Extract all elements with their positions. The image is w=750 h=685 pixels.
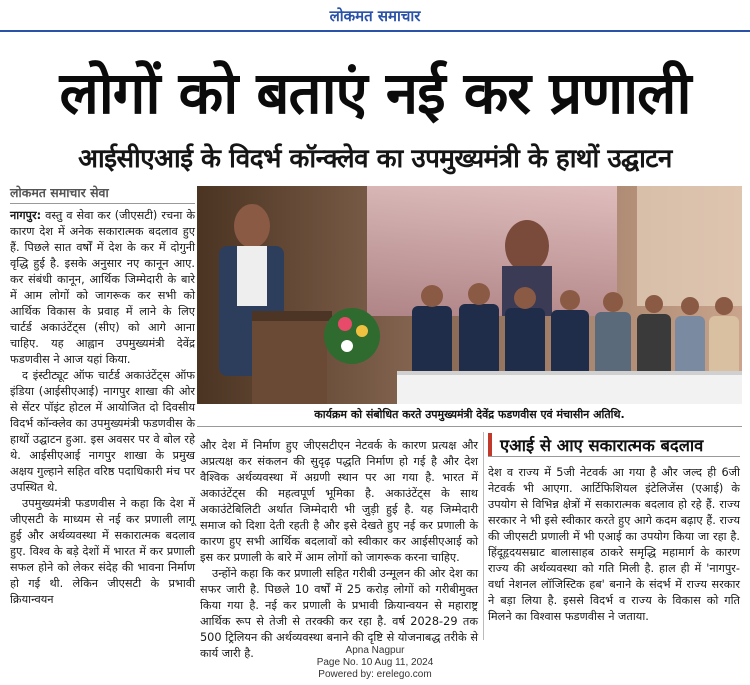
paragraph: उपमुख्यमंत्री फडणवीस ने कहा कि देश में जीएसटी के माध्यम से नई कर प्रणाली लागू हुई और अर्थव्यवस्था में सकारात्मक बदलाव हुए. विश्व के बड़े देशों में भारत में कर प्रणाली सफल होने को लेकर संदेह की भावना निर्माण हो गई थी. लेकिन जीएसटी के प्रभावी क्रियान्वयन	[10, 497, 195, 606]
dateline: नागपुर:	[10, 209, 42, 222]
left-column	[10, 208, 195, 640]
caption-rule	[197, 426, 742, 427]
footer-publication: Apna Nagpur	[345, 645, 405, 656]
sidebar-heading: एआई से आए सकारात्मक बदलाव	[488, 433, 740, 456]
masthead-rule	[0, 30, 750, 32]
footer-page-date: Page No. 10 Aug 11, 2024	[316, 657, 434, 668]
byline: लोकमत समाचार सेवा	[10, 185, 109, 200]
photo-caption: कार्यक्रम को संबोधित करते उपमुख्यमंत्री देवेंद्र फडणवीस एवं मंचासीन अतिथि.	[314, 408, 625, 421]
byline-rule	[10, 203, 195, 204]
lead-paragraph	[10, 208, 195, 368]
event-photo-illustration	[197, 186, 742, 404]
paragraph: देश व राज्य में 5जी नेटवर्क आ गया है और जल्द ही 6जी नेटवर्क भी आएगा. आर्टिफिशियल इंटेलिजेंस (एआई) के उपयोग से विभिन्न क्षेत्रों में सकारात्मक बदलाव हो रहे हैं. राज्य सरकार ने भी इसे स्वीकार करते हुए आगे कदम बढ़ाए हैं. राज्य की जीएसटी प्रणाली में भी एआई का उपयोग किया जा रहा है. हिंदूहृदयसम्राट बालासाहब ठाकरे समृद्धि महामार्ग के कारण राज्य की अर्थव्यवस्था को गति मिली है. हाल ही में 'नागपुर-वर्धा नेशनल लॉजिस्टिक हब' बनाने के संदर्भ में राज्य सरकार ने बड़ा लिया है. इससे विदर्भ व राज्य के विकास को गति मिलने का विश्वास फडणवीस ने जताया.	[488, 466, 740, 623]
sidebar-column	[488, 465, 740, 640]
footer-powered-by: Powered by: erelego.com	[318, 669, 432, 680]
masthead: लोकमत समाचार	[329, 7, 421, 25]
column-divider	[483, 432, 484, 640]
page-footer	[0, 645, 750, 681]
subheadline: आईसीएआई के विदर्भ कॉन्क्लेव का उपमुख्यमंत्री के हाथों उद्घाटन	[78, 144, 672, 174]
paragraph: द इंस्टीट्यूट ऑफ चार्टर्ड अकाउंटेंट्स ऑफ इंडिया (आईसीएआई) नागपुर शाखा की ओर से सेंटर पॉइंट होटल में आयोजित दो दिवसीय विदर्भ कॉन्क्लेव का उपमुख्यमंत्री फडणवीस के हाथों उद्घाटन हुआ. इस अवसर पर वे बोल रहे थे. आईसीएआई नागपुर शाखा के प्रमुख अक्षय गुल्हाने सहित वरिष्ठ पदाधिकारी मंच पर उपस्थित थे.	[10, 369, 195, 494]
event-photo	[197, 186, 742, 404]
sidebar-rule	[488, 456, 740, 457]
paragraph: उन्होंने कहा कि कर प्रणाली सहित गरीबी उन्मूलन की ओर देश का सफर जारी है. पिछले 10 वर्षों में 25 करोड़ लोगों को गरीबीमुक्त किया गया है. नई कर प्रणाली के प्रभावी क्रियान्वयन से महाराष्ट्र आर्थिक रूप से तेजी से तरक्की कर रहा है. वर्ष 2028-29 तक 500 ट्रिलियन की अर्थव्यवस्था बनाने की दृष्टि से योजनाबद्ध तरीके से कार्य जारी है.	[200, 567, 478, 660]
headline: लोगों को बताएं नई कर प्रणाली	[59, 59, 691, 127]
paragraph-text: वस्तु व सेवा कर (जीएसटी) रचना के कारण देश में अनेक सकारात्मक बदलाव हुए हैं. पिछले सात वर्षों में देश के कर में दोगुनी वृद्धि हुई है. इसके अनुसार नए कानून आए. कर संबंधी कानून, आर्थिक जिम्मेदारी के बारे में आम लोगों को जागरूक कर सभी को आर्थिक विकास के प्रवाह में लाने के लिए चार्टर्ड अकाउंटेंट्स (सीए) को आगे आना चाहिए. यह आह्वान उपमुख्यमंत्री देवेंद्र फडणवीस ने आज यहां किया.	[10, 209, 196, 366]
paragraph: और देश में निर्माण हुए जीएसटीएन नेटवर्क के कारण प्रत्यक्ष और अप्रत्यक्ष कर संकलन की सुदृढ़ पद्धति निर्माण हो गई है और देश वैश्विक अर्थव्यवस्था में अग्रणी स्थान पर आ गया है. भारत में अकाउंटेंट्स की महत्वपूर्ण भूमिका है. अकाउंटेंट्स के साथ अकाउंटेबिलिटी अर्थात जिम्मेदारी भी जुड़ी हुई है. यह जिम्मेदारी समाज को दिशा देती रहती है और इसे देखते हुए नई कर प्रणाली के कारण हुए सभी आर्थिक बदलावों को स्वीकार कर आईसीएआई को इस कर प्रणाली के बारे में आम लोगों को जागरूक करना चाहिए.	[200, 439, 478, 564]
